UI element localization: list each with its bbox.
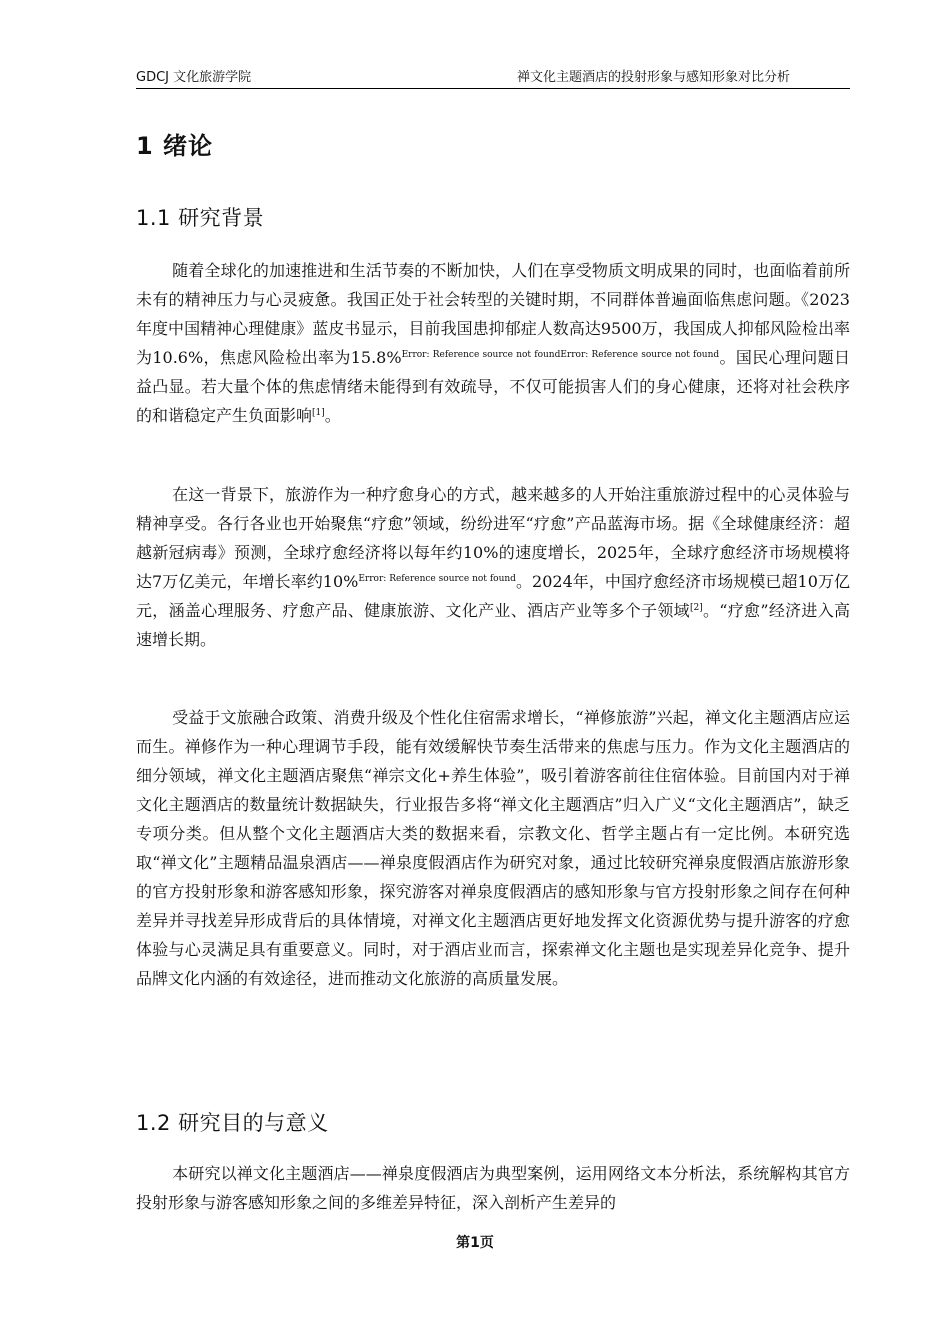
paragraph-text: 本研究以禅文化主题酒店——禅泉度假酒店为典型案例，运用网络文本分析法，系统解构其官方投射形象与游客感知形象之间的多维差异特征，深入剖析产生差异的 [136,1164,850,1212]
citation-ref: [2] [689,603,703,613]
paragraph-background-2 [136,480,850,654]
section-title-purpose: 1.2 研究目的与意义 [136,1111,329,1135]
reference-error: Error: Reference source not foundError: Reference source not found [401,350,720,360]
paragraph-background-3 [136,703,850,993]
paragraph-purpose-1 [136,1159,850,1217]
citation-ref: [1] [312,408,325,418]
paragraph-text: 。“疗愈”经济进入高速增长期。 [136,601,850,649]
reference-error: Error: Reference source not found [358,574,516,584]
paragraph-background-1 [136,256,850,430]
header-institution: GDCJ 文化旅游学院 [136,70,252,85]
paragraph-text: 。2024年，中国疗愈经济市场规模已超10万亿元，涵盖心理服务、疗愈产品、健康旅游、文化产业、酒店产业等多个子领域 [136,572,850,620]
paragraph-text: 受益于文旅融合政策、消费升级及个性化住宿需求增长，“禅修旅游”兴起，禅文化主题酒店应运而生。禅修作为一种心理调节手段，能有效缓解快节奏生活带来的焦虑与压力。作为文化主题酒店的细分领域，禅文化主题酒店聚焦“禅宗文化+养生体验”，吸引着游客前往住宿体验。目前国内对于禅文化主题酒店的数量统计数据缺失，行业报告多将“禅文化主题酒店”归入广义“文化主题酒店”，缺乏专项分类。但从整个文化主题酒店大类的数据来看，宗教文化、哲学主题占有一定比例。本研究选取“禅文化”主题精品温泉酒店——禅泉度假酒店作为研究对象，通过比较研究禅泉度假酒店旅游形象的官方投射形象和游客感知形象，探究游客对禅泉度假酒店的感知形象与官方投射形象之间存在何种差异并寻找差异形成背后的具体情境，对禅文化主题酒店更好地发挥文化资源优势与提升游客的疗愈体验与心灵满足具有重要意义。同时，对于酒店业而言，探索禅文化主题也是实现差异化竞争、提升品牌文化内涵的有效途径，进而推动文化旅游的高质量发展。 [136,708,850,988]
paragraph-text: 。 [324,406,341,425]
paragraph-text: 在这一背景下，旅游作为一种疗愈身心的方式，越来越多的人开始注重旅游过程中的心灵体验与精神享受。各行各业也开始聚焦“疗愈”领域，纷纷进军“疗愈”产品蓝海市场。据《全球健康经济：超越新冠病毒》预测，全球疗愈经济将以每年约10%的速度增长，2025年，全球疗愈经济市场规模将达7万亿美元，年增长率约10% [136,485,850,591]
paragraph-text: 随着全球化的加速推进和生活节奏的不断加快，人们在享受物质文明成果的同时，也面临着前所未有的精神压力与心灵疲惫。我国正处于社会转型的关键时期，不同群体普遍面临焦虑问题。《2023年度中国精神心理健康》蓝皮书显示，目前我国患抑郁症人数高达9500万，我国成人抑郁风险检出率为10.6%，焦虑风险检出率为15.8% [136,261,850,367]
running-header [136,66,850,89]
header-paper-title: 禅文化主题酒店的投射形象与感知形象对比分析 [516,70,790,85]
section-title-background: 1.1 研究背景 [136,206,265,230]
paragraph-text: 。国民心理问题日益凸显。若大量个体的焦虑情绪未能得到有效疏导，不仅可能损害人们的身心健康，还将对社会秩序的和谐稳定产生负面影响 [136,348,850,425]
chapter-title: 1 绪论 [136,132,214,160]
page-number: 第1页 [456,1235,494,1251]
